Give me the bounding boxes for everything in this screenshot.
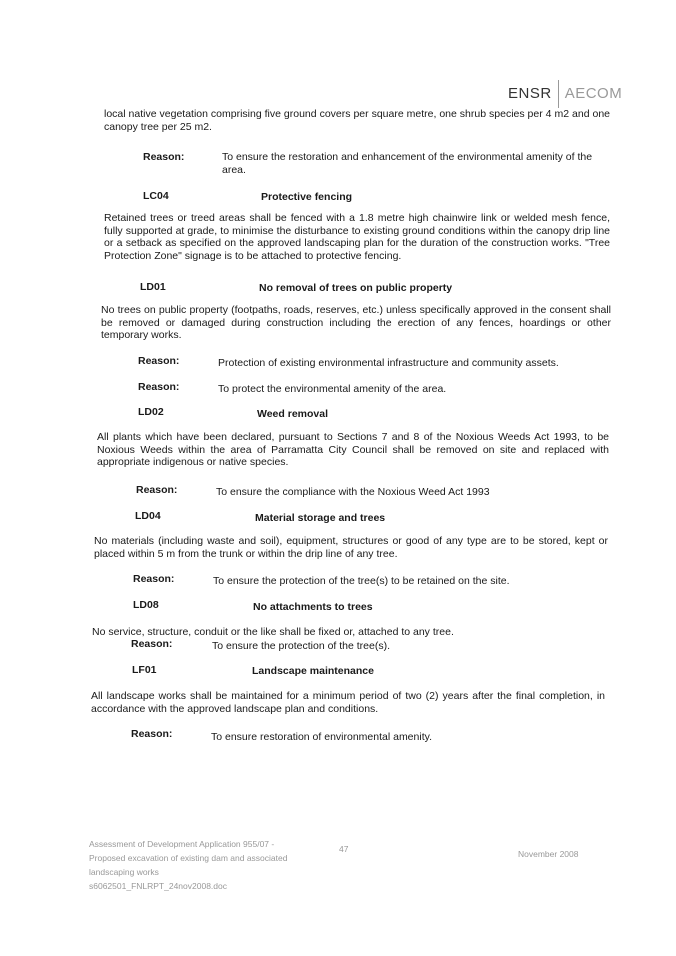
- condition-code: LD04: [135, 510, 161, 522]
- condition-code: LC04: [143, 190, 169, 202]
- condition-title: No removal of trees on public property: [259, 282, 453, 294]
- condition-title: Protective fencing: [261, 191, 353, 203]
- reason-text: To ensure the protection of the tree(s).: [212, 640, 391, 652]
- condition-code: LD01: [140, 281, 166, 293]
- condition-body: No trees on public property (footpaths, roads, reserves, etc.) unless specifically approved in the consent shall be removed or damaged during construction including the erection of any fences, hoardings or other temporary works.: [101, 304, 611, 342]
- condition-body: No materials (including waste and soil), equipment, structures or good of any type are to be stored, kept or placed within 5 m from the trunk or within the drip line of any tree.: [94, 535, 608, 560]
- reason-label: Reason:: [138, 355, 180, 367]
- condition-code: LD08: [133, 599, 159, 611]
- page-number: 47: [339, 844, 349, 854]
- reason-text: To protect the environmental amenity of the area.: [218, 383, 447, 395]
- condition-body: Retained trees or treed areas shall be fenced with a 1.8 metre high chainwire link or welded mesh fence, fully supported at grade, to minimise the disturbance to existing ground conditions within the canopy drip line or a setback as specified on the approved landscaping plan for the duration of the construction works. "Tree Protection Zone" signage is to be attached to protective fencing.: [104, 212, 610, 262]
- reason-label: Reason:: [133, 573, 175, 585]
- condition-body: All plants which have been declared, pursuant to Sections 7 and 8 of the Noxious Weeds Act 1993, to be Noxious Weeds within the area of Parramatta City Council shall be removed on site and replaced with appropriate indigenous or native species.: [97, 431, 609, 469]
- logo-divider: [558, 80, 559, 108]
- reason-text: To ensure the restoration and enhancement of the environmental amenity of the area.: [222, 151, 593, 176]
- condition-title: Landscape maintenance: [252, 665, 374, 677]
- reason-label: Reason:: [131, 638, 173, 650]
- reason-text: Protection of existing environmental infrastructure and community assets.: [218, 357, 559, 369]
- condition-title: Weed removal: [257, 408, 329, 420]
- footer-title-line: landscaping works: [89, 867, 159, 878]
- reason-label: Reason:: [138, 381, 180, 393]
- condition-code: LD02: [138, 406, 164, 418]
- reason-text: To ensure the protection of the tree(s) to be retained on the site.: [213, 575, 510, 587]
- condition-title: No attachments to trees: [253, 601, 373, 613]
- reason-text: To ensure the compliance with the Noxious Weed Act 1993: [216, 486, 490, 498]
- footer-title-line: Proposed excavation of existing dam and associated: [89, 853, 288, 864]
- condition-body: No service, structure, conduit or the like shall be fixed or, attached to any tree.: [92, 626, 454, 638]
- condition-code: LF01: [132, 664, 157, 676]
- footer-document-title: [89, 837, 287, 893]
- intro-paragraph: local native vegetation comprising five ground covers per square metre, one shrub species per 4 m2 and one canopy tree per 25 m2.: [104, 108, 610, 133]
- footer-file-name: s6062501_FNLRPT_24nov2008.doc: [89, 881, 227, 892]
- logo-aecom: AECOM: [564, 85, 623, 102]
- reason-label: Reason:: [136, 484, 178, 496]
- footer-date: November 2008: [518, 849, 579, 859]
- logo-ensr: ENSR: [508, 85, 552, 102]
- condition-title: Material storage and trees: [255, 512, 386, 524]
- company-logo: [508, 80, 622, 108]
- reason-label: Reason:: [131, 728, 173, 740]
- condition-body: All landscape works shall be maintained for a minimum period of two (2) years after the final completion, in accordance with the approved landscape plan and conditions.: [91, 690, 605, 715]
- footer-title-line: Assessment of Development Application 955/07 -: [89, 839, 275, 849]
- reason-text: To ensure restoration of environmental amenity.: [211, 731, 433, 743]
- reason-label: Reason:: [143, 151, 185, 163]
